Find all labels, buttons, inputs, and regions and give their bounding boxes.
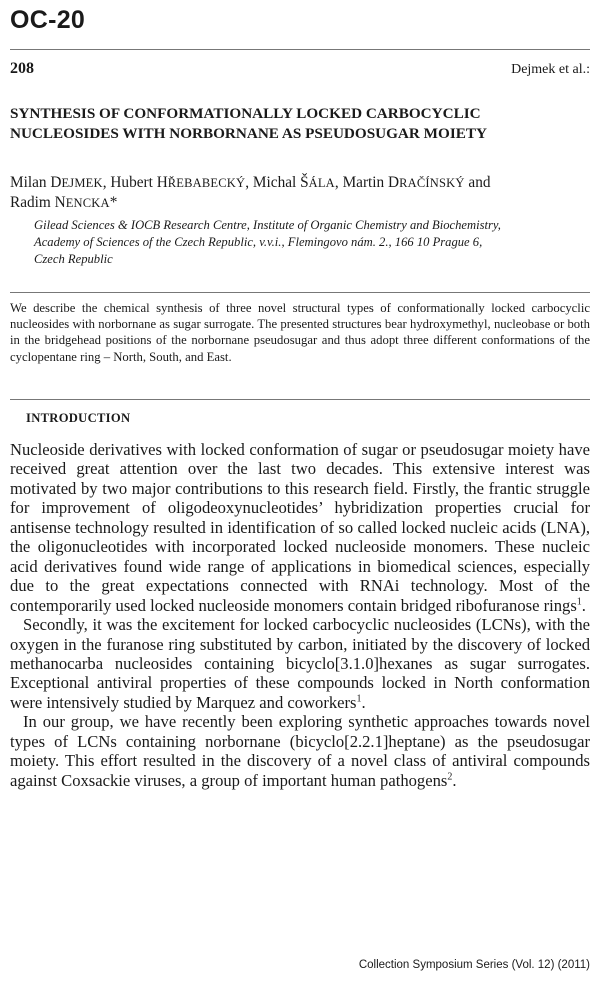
body-text — [10, 440, 590, 790]
conference-code: OC-20 — [10, 6, 86, 34]
page-number: 208 — [10, 60, 34, 77]
running-head: Dejmek et al.: — [511, 62, 590, 77]
citation-ref: 2 — [447, 771, 453, 783]
author: Hubert HŘEBABECKÝ, — [110, 174, 253, 191]
footer-series: Collection Symposium Series (Vol. 12) (2011) — [358, 959, 590, 971]
citation-ref: 1 — [356, 693, 362, 705]
paragraph: In our group, we have recently been exploring synthetic approaches towards novel types of LCNs containing norbornane (bicyclo[2.2.1]heptane) as the pseudosugar moiety. This effort resulted in the discovery of a novel class of antiviral compounds against Coxsackie viruses, a group of important human pathogens$^2$. — [10, 712, 590, 790]
affiliation — [34, 217, 590, 268]
affiliation-line-2: Academy of Sciences of the Czech Republic, v.v.i., Flemingovo nám. 2., 166 10 Prague 6, — [34, 235, 483, 249]
author: Milan DEJMEK, — [10, 174, 111, 191]
citation-ref: 1 — [576, 596, 582, 608]
paper-title — [10, 104, 590, 144]
title-line-1: SYNTHESIS OF CONFORMATIONALLY LOCKED CARBOCYCLIC — [10, 105, 481, 122]
affiliation-line-1: Gilead Sciences & IOCB Research Centre, Institute of Organic Chemistry and Biochemistry, — [34, 218, 501, 232]
title-line-2: NUCLEOSIDES WITH NORBORNANE AS PSEUDOSUGAR MOIETY — [10, 125, 487, 142]
paragraph: Secondly, it was the excitement for locked carbocyclic nucleosides (LCNs), with the oxygen in the furanose ring substituted by carbon, initiated by the discovery of locked methanocarba nucleosides containing bicyclo[3.1.0]hexanes as sugar surrogates. Exceptional antiviral properties of these compounds locked in North conformation were intensively studied by Marquez and coworkers$^1$. — [10, 615, 590, 712]
author: Michal ŠÁLA, — [252, 174, 343, 191]
author-list — [10, 173, 590, 213]
section-heading: INTRODUCTION — [26, 411, 131, 425]
paragraph: Nucleoside derivatives with locked conformation of sugar or pseudosugar moiety have received great attention over the last two decades. This extensive interest was motivated by two major contributions to this research field. Firstly, the frantic struggle for improvement of oligodeoxynucleotides’ hybridization properties crucial for antisense technology resulted in identification of so called locked nucleic acids (LNA), the oligonucleotides with incorporated locked nucleoside monomers. These nucleic acid derivatives found wide range of applications in biomedical sciences, especially due to the great expectations connected with RNAi technology. Most of the contemporarily used locked nucleoside monomers contain bridged ribofuranose rings$^1$. — [10, 440, 590, 615]
abstract-bottom-divider — [10, 399, 590, 400]
author: Martin DRAČÍNSKÝ and — [342, 174, 491, 191]
affiliation-line-3: Czech Republic — [34, 252, 113, 266]
author: Radim NENCKA* — [10, 194, 118, 211]
header-divider — [10, 49, 590, 50]
abstract-top-divider — [10, 292, 590, 293]
abstract: We describe the chemical synthesis of three novel structural types of conformationally locked carbocyclic nucleosides with norbornane as sugar surrogate. The presented structures bear hydroxymethyl, nucleobase or both in the bridgehead positions of the norbornane pseudosugar and thus adopt three different conformations of the cyclopentane ring – North, South, and East. — [10, 301, 590, 364]
